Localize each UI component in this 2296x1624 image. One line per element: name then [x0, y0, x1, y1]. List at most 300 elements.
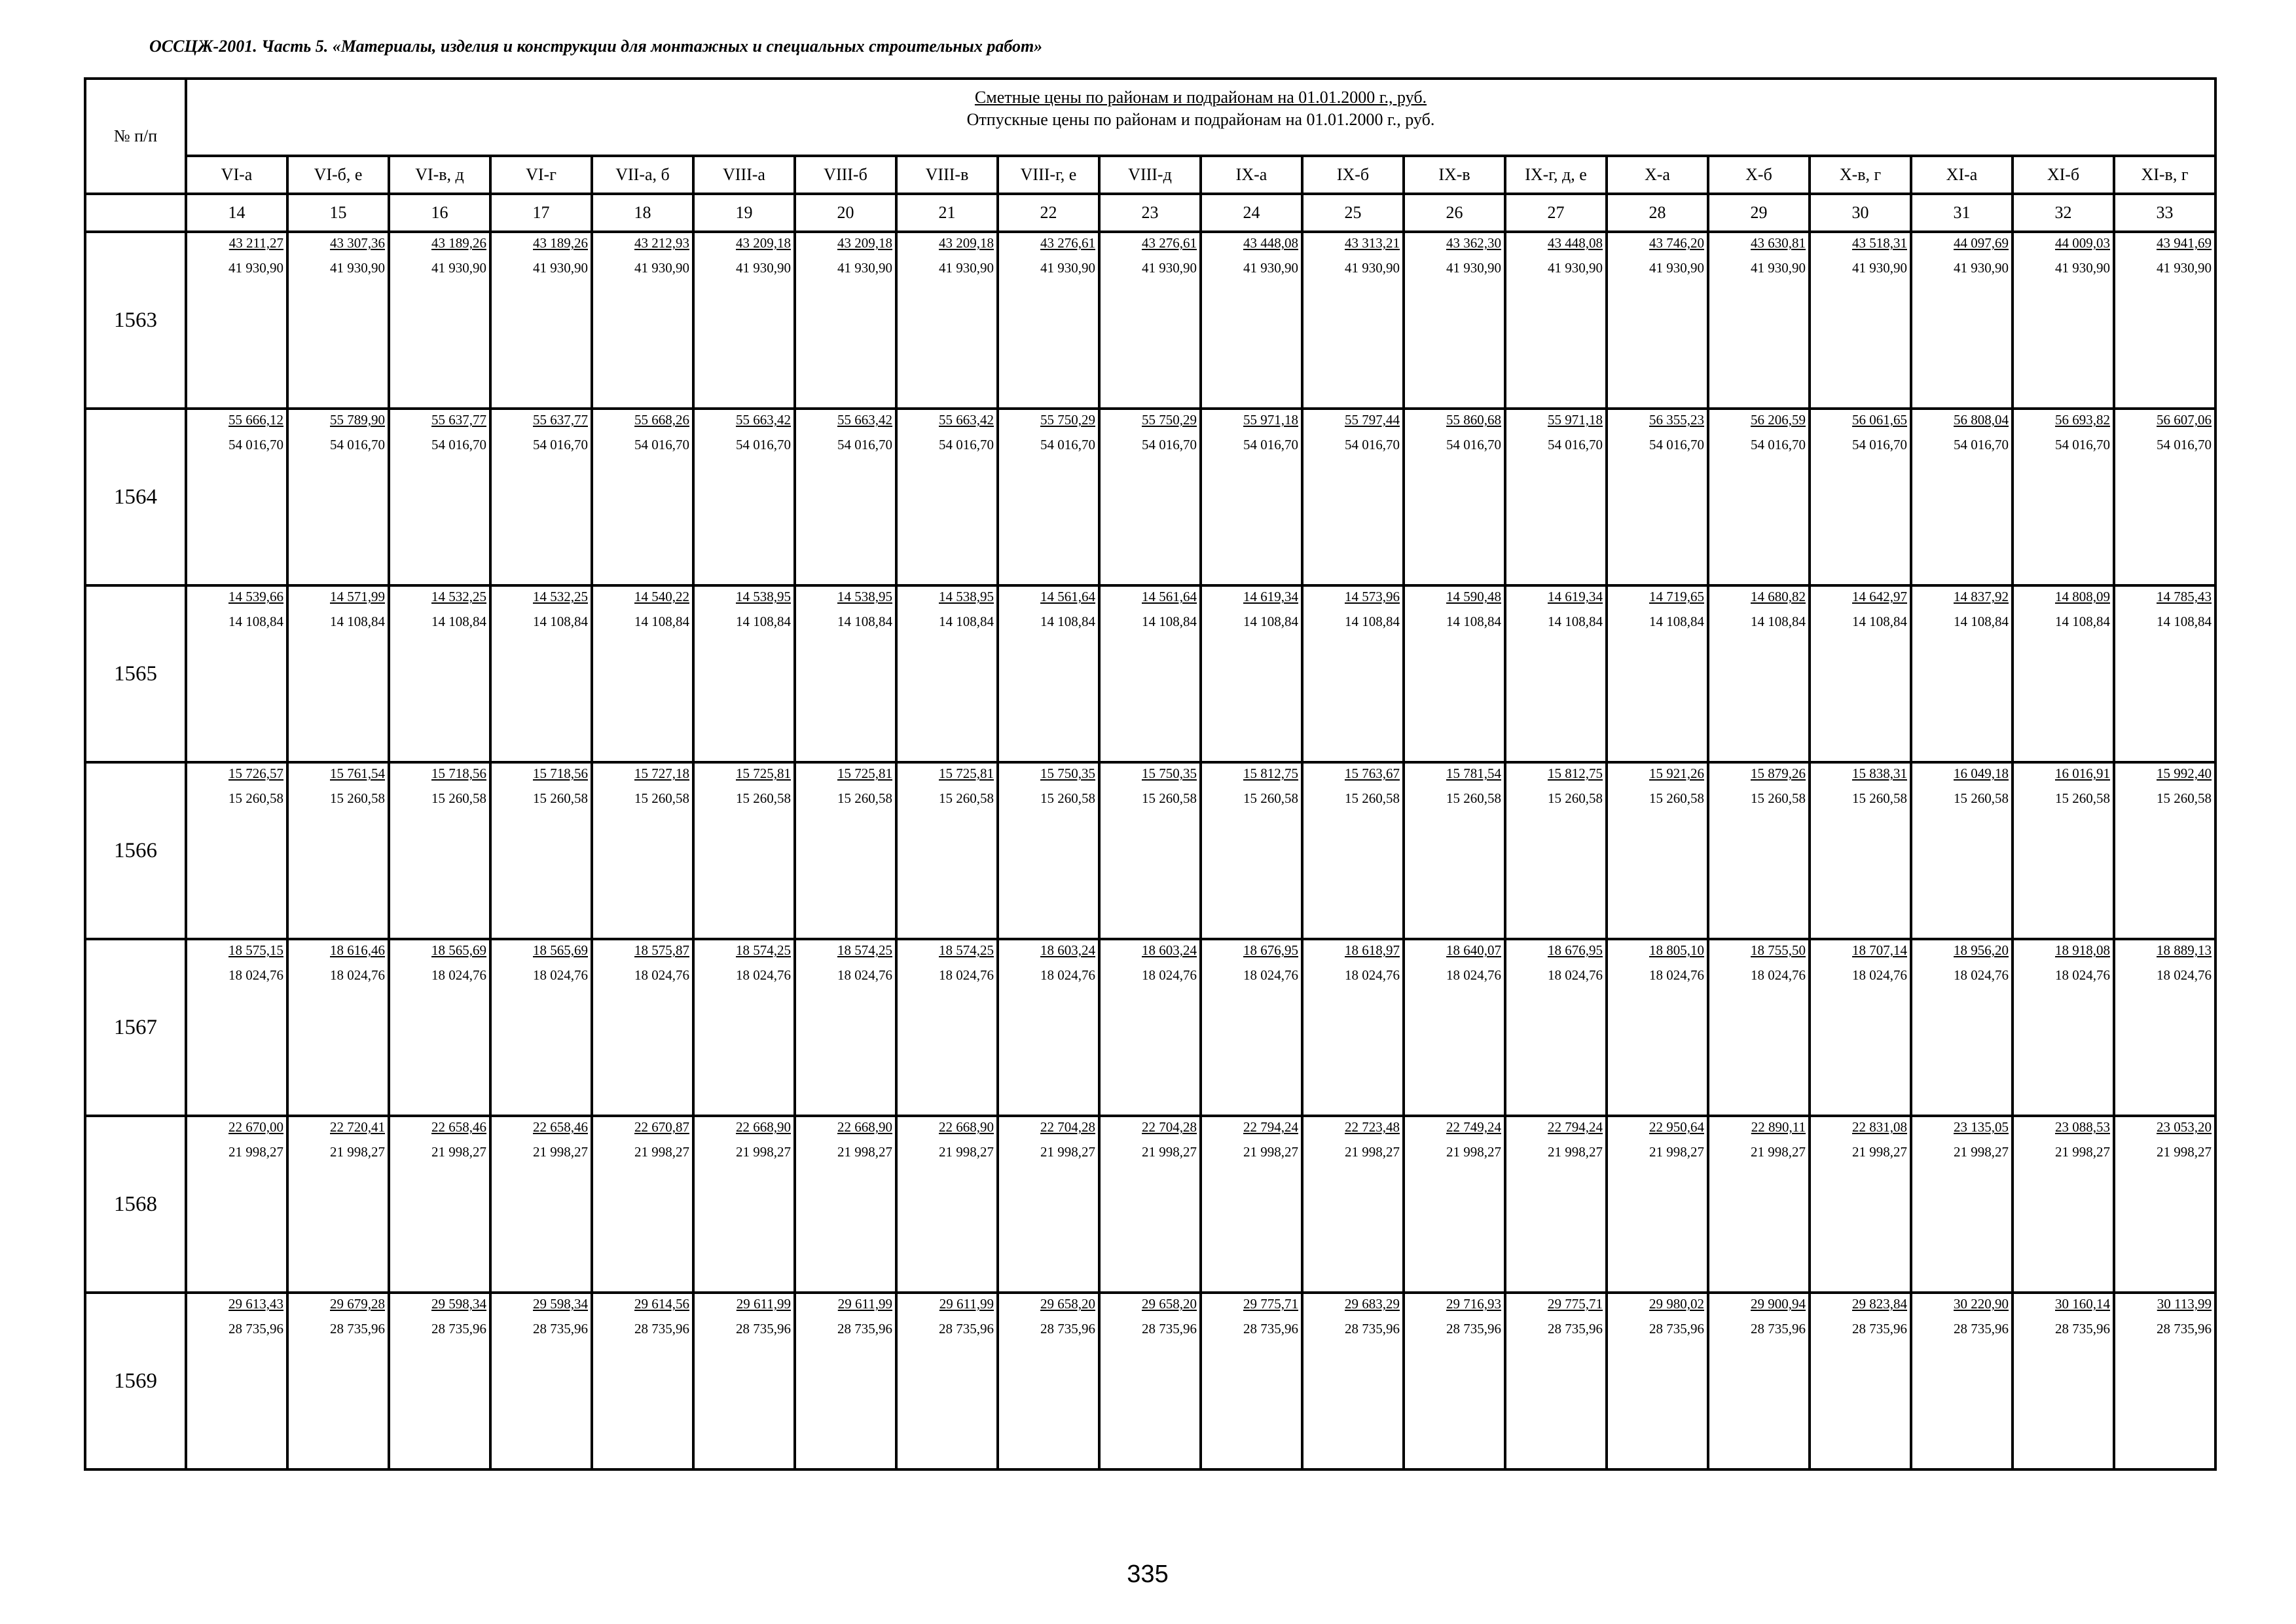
- price-cell: [896, 1293, 998, 1469]
- estimated-price: 29 611,99: [837, 1296, 892, 1312]
- estimated-price: 18 574,25: [736, 942, 791, 958]
- estimated-price: 22 890,11: [1751, 1119, 1806, 1135]
- price-cell: [1201, 585, 1302, 762]
- release-price: 54 016,70: [736, 437, 791, 452]
- price-cell: [389, 232, 490, 409]
- price-cell: [1607, 939, 1708, 1116]
- release-price: 28 735,96: [1345, 1321, 1400, 1337]
- release-price: 54 016,70: [2055, 437, 2110, 452]
- price-cell: [2013, 1293, 2114, 1469]
- price-cell: [1810, 1116, 1911, 1293]
- estimated-price: 14 532,25: [533, 589, 588, 604]
- price-cell: [389, 1116, 490, 1293]
- price-cell: [1404, 939, 1505, 1116]
- price-cell: [2114, 1293, 2215, 1469]
- release-price: 14 108,84: [939, 614, 994, 629]
- release-price: 21 998,27: [1649, 1144, 1704, 1160]
- estimated-price: 14 571,99: [330, 589, 385, 604]
- column-number: 16: [389, 194, 490, 232]
- price-cell: [1201, 232, 1302, 409]
- estimated-price: 15 921,26: [1649, 766, 1704, 781]
- estimated-price: 22 658,46: [431, 1119, 486, 1135]
- release-price: 21 998,27: [634, 1144, 689, 1160]
- column-number: 14: [186, 194, 287, 232]
- price-cell: [592, 232, 693, 409]
- table-row: [85, 232, 2215, 409]
- estimated-price: 22 668,90: [837, 1119, 892, 1135]
- column-number: 29: [1708, 194, 1810, 232]
- estimated-price: 18 618,97: [1345, 942, 1400, 958]
- estimated-price: 29 598,34: [533, 1296, 588, 1312]
- price-cell: [490, 1116, 592, 1293]
- estimated-price: 56 808,04: [1954, 412, 2009, 428]
- release-price: 21 998,27: [837, 1144, 892, 1160]
- price-cell: [795, 1293, 896, 1469]
- estimated-price: 56 607,06: [2157, 412, 2212, 428]
- table-row: [85, 585, 2215, 762]
- region-header: VI-в, д: [389, 156, 490, 194]
- estimated-price: 18 565,69: [533, 942, 588, 958]
- price-cell: [896, 1116, 998, 1293]
- price-cell: [2013, 409, 2114, 585]
- estimated-price: 18 575,87: [634, 942, 689, 958]
- release-price: 54 016,70: [330, 437, 385, 452]
- release-price: 41 930,90: [1954, 260, 2009, 276]
- release-price: 28 735,96: [431, 1321, 486, 1337]
- estimated-price: 14 680,82: [1751, 589, 1806, 604]
- column-number: 22: [998, 194, 1099, 232]
- row-number: 1566: [85, 762, 186, 939]
- estimated-price: 29 658,20: [1040, 1296, 1095, 1312]
- release-price: 14 108,84: [1446, 614, 1501, 629]
- estimated-price: 43 189,26: [431, 235, 486, 251]
- price-cell: [592, 1116, 693, 1293]
- estimated-price: 55 750,29: [1142, 412, 1197, 428]
- release-price: 14 108,84: [431, 614, 486, 629]
- table-row: [85, 1293, 2215, 1469]
- price-cell: [1911, 1293, 2013, 1469]
- table-row: [85, 939, 2215, 1116]
- price-cell: [389, 1293, 490, 1469]
- estimated-price: 55 789,90: [330, 412, 385, 428]
- release-price: 14 108,84: [634, 614, 689, 629]
- release-price: 54 016,70: [634, 437, 689, 452]
- release-price: 28 735,96: [634, 1321, 689, 1337]
- estimated-price: 43 518,31: [1852, 235, 1907, 251]
- region-header: VII-а, б: [592, 156, 693, 194]
- price-cell: [693, 1293, 795, 1469]
- price-cell: [1404, 409, 1505, 585]
- price-cell: [693, 1116, 795, 1293]
- estimated-price: 29 900,94: [1751, 1296, 1806, 1312]
- estimated-price: 14 561,64: [1142, 589, 1197, 604]
- price-cell: [490, 409, 592, 585]
- column-number: 32: [2013, 194, 2114, 232]
- estimated-price: 56 206,59: [1751, 412, 1806, 428]
- price-cell: [1099, 232, 1201, 409]
- price-cell: [1708, 232, 1810, 409]
- release-price: 14 108,84: [330, 614, 385, 629]
- release-price: 41 930,90: [1649, 260, 1704, 276]
- release-price: 14 108,84: [1345, 614, 1400, 629]
- release-price: 15 260,58: [1345, 790, 1400, 806]
- price-cell: [287, 939, 389, 1116]
- release-price: 14 108,84: [1751, 614, 1806, 629]
- price-cell: [1708, 762, 1810, 939]
- price-cell: [1302, 585, 1404, 762]
- region-header: VI-б, е: [287, 156, 389, 194]
- estimated-price: 30 113,99: [2157, 1296, 2212, 1312]
- release-price: 14 108,84: [533, 614, 588, 629]
- price-cell: [186, 409, 287, 585]
- price-cell: [1302, 1293, 1404, 1469]
- price-cell: [693, 585, 795, 762]
- estimated-price: 43 276,61: [1142, 235, 1197, 251]
- price-cell: [2013, 232, 2114, 409]
- estimated-price: 14 785,43: [2157, 589, 2212, 604]
- release-price: 15 260,58: [634, 790, 689, 806]
- price-cell: [592, 585, 693, 762]
- estimated-price: 29 716,93: [1446, 1296, 1501, 1312]
- release-price: 28 735,96: [1548, 1321, 1603, 1337]
- release-price: 18 024,76: [330, 967, 385, 983]
- table-row: [85, 1116, 2215, 1293]
- price-cell: [795, 409, 896, 585]
- price-cell: [2114, 1116, 2215, 1293]
- region-header: IX-г, д, е: [1505, 156, 1607, 194]
- estimated-price: 55 663,42: [736, 412, 791, 428]
- release-price: 14 108,84: [736, 614, 791, 629]
- price-cell: [1911, 762, 2013, 939]
- price-cell: [2114, 409, 2215, 585]
- release-price: 15 260,58: [1649, 790, 1704, 806]
- price-cell: [1302, 232, 1404, 409]
- release-price: 54 016,70: [2157, 437, 2212, 452]
- release-price: 15 260,58: [533, 790, 588, 806]
- release-price: 15 260,58: [939, 790, 994, 806]
- price-cell: [1810, 1293, 1911, 1469]
- estimated-price: 14 619,34: [1548, 589, 1603, 604]
- estimated-price: 55 663,42: [837, 412, 892, 428]
- region-header: VIII-в: [896, 156, 998, 194]
- release-price: 15 260,58: [1954, 790, 2009, 806]
- column-number: 19: [693, 194, 795, 232]
- release-price: 54 016,70: [1852, 437, 1907, 452]
- release-price: 18 024,76: [634, 967, 689, 983]
- estimated-price: 29 613,43: [228, 1296, 283, 1312]
- release-price: 15 260,58: [1243, 790, 1298, 806]
- release-price: 15 260,58: [2055, 790, 2110, 806]
- release-price: 28 735,96: [1446, 1321, 1501, 1337]
- estimated-price: 14 642,97: [1852, 589, 1907, 604]
- price-cell: [1505, 232, 1607, 409]
- estimated-price: 43 212,93: [634, 235, 689, 251]
- release-price: 18 024,76: [1954, 967, 2009, 983]
- price-cell: [287, 1116, 389, 1293]
- price-cell: [998, 1293, 1099, 1469]
- estimated-price: 56 355,23: [1649, 412, 1704, 428]
- column-number: 33: [2114, 194, 2215, 232]
- estimated-price: 43 209,18: [736, 235, 791, 251]
- price-cell: [1607, 409, 1708, 585]
- price-cell: [1099, 1116, 1201, 1293]
- estimated-price: 43 630,81: [1751, 235, 1806, 251]
- price-titles: [186, 79, 2215, 156]
- price-cell: [186, 939, 287, 1116]
- estimated-price: 14 540,22: [634, 589, 689, 604]
- release-price: 41 930,90: [1345, 260, 1400, 276]
- release-price: 14 108,84: [1243, 614, 1298, 629]
- price-table: [84, 77, 2217, 1471]
- estimated-price: 15 726,57: [228, 766, 283, 781]
- release-price: 18 024,76: [228, 967, 283, 983]
- estimated-price: 18 640,07: [1446, 942, 1501, 958]
- price-cell: [795, 585, 896, 762]
- release-price: 18 024,76: [1751, 967, 1806, 983]
- estimated-price: 15 727,18: [634, 766, 689, 781]
- estimated-price: 22 831,08: [1852, 1119, 1907, 1135]
- estimated-price: 43 189,26: [533, 235, 588, 251]
- row-number: 1567: [85, 939, 186, 1116]
- price-cell: [186, 1293, 287, 1469]
- release-price: 54 016,70: [533, 437, 588, 452]
- release-price: 28 735,96: [939, 1321, 994, 1337]
- row-number: 1568: [85, 1116, 186, 1293]
- column-number: 21: [896, 194, 998, 232]
- estimated-price: 18 918,08: [2055, 942, 2110, 958]
- price-cell: [592, 762, 693, 939]
- estimated-price: 43 746,20: [1649, 235, 1704, 251]
- column-number: 31: [1911, 194, 2013, 232]
- price-cell: [1810, 939, 1911, 1116]
- estimated-price: 22 668,90: [736, 1119, 791, 1135]
- release-price: 41 930,90: [1446, 260, 1501, 276]
- release-price: 18 024,76: [1649, 967, 1704, 983]
- estimated-price: 43 313,21: [1345, 235, 1400, 251]
- estimated-price: 29 658,20: [1142, 1296, 1197, 1312]
- release-price: 18 024,76: [939, 967, 994, 983]
- estimated-price: 18 574,25: [837, 942, 892, 958]
- estimated-price: 22 950,64: [1649, 1119, 1704, 1135]
- estimated-price: 23 088,53: [2055, 1119, 2110, 1135]
- release-price: 41 930,90: [2055, 260, 2110, 276]
- estimated-price: 15 763,67: [1345, 766, 1400, 781]
- price-cell: [287, 1293, 389, 1469]
- release-price: 28 735,96: [1852, 1321, 1907, 1337]
- estimated-price: 22 704,28: [1142, 1119, 1197, 1135]
- estimated-price: 22 794,24: [1243, 1119, 1298, 1135]
- estimated-price: 55 971,18: [1243, 412, 1298, 428]
- release-price: 41 930,90: [533, 260, 588, 276]
- release-price: 15 260,58: [2157, 790, 2212, 806]
- release-price: 41 930,90: [1548, 260, 1603, 276]
- estimated-price: 55 860,68: [1446, 412, 1501, 428]
- estimated-price: 18 603,24: [1142, 942, 1197, 958]
- estimated-price: 15 750,35: [1040, 766, 1095, 781]
- estimated-price: 15 812,75: [1243, 766, 1298, 781]
- release-price: 21 998,27: [431, 1144, 486, 1160]
- region-header: VIII-б: [795, 156, 896, 194]
- price-cell: [998, 762, 1099, 939]
- release-price: 54 016,70: [1751, 437, 1806, 452]
- release-price: 15 260,58: [330, 790, 385, 806]
- price-cell: [1099, 1293, 1201, 1469]
- price-cell: [1911, 585, 2013, 762]
- release-price: 21 998,27: [1040, 1144, 1095, 1160]
- release-price: 41 930,90: [1243, 260, 1298, 276]
- column-number: 27: [1505, 194, 1607, 232]
- release-price: 18 024,76: [736, 967, 791, 983]
- estimated-price: 43 276,61: [1040, 235, 1095, 251]
- estimated-price: 55 637,77: [431, 412, 486, 428]
- estimated-price: 43 307,36: [330, 235, 385, 251]
- estimated-prices-title: Сметные цены по районам и подрайонам на 01.01.2000 г., руб.: [974, 88, 1427, 107]
- region-header: X-а: [1607, 156, 1708, 194]
- release-price: 18 024,76: [1345, 967, 1400, 983]
- estimated-price: 16 016,91: [2055, 766, 2110, 781]
- price-cell: [1911, 409, 2013, 585]
- region-header: VIII-а: [693, 156, 795, 194]
- estimated-price: 15 725,81: [939, 766, 994, 781]
- column-header-number: № п/п: [85, 79, 186, 194]
- release-price: 18 024,76: [1446, 967, 1501, 983]
- release-price: 21 998,27: [533, 1144, 588, 1160]
- price-cell: [1505, 1293, 1607, 1469]
- release-price: 54 016,70: [1040, 437, 1095, 452]
- estimated-price: 18 616,46: [330, 942, 385, 958]
- release-price: 21 998,27: [2157, 1144, 2212, 1160]
- estimated-price: 23 053,20: [2157, 1119, 2212, 1135]
- price-cell: [1911, 1116, 2013, 1293]
- region-header: X-б: [1708, 156, 1810, 194]
- estimated-price: 14 837,92: [1954, 589, 2009, 604]
- price-cell: [896, 762, 998, 939]
- price-cell: [287, 585, 389, 762]
- price-cell: [1708, 1116, 1810, 1293]
- estimated-price: 29 611,99: [939, 1296, 994, 1312]
- price-cell: [1810, 762, 1911, 939]
- price-cell: [186, 232, 287, 409]
- column-number: 28: [1607, 194, 1708, 232]
- row-number: 1565: [85, 585, 186, 762]
- release-price: 18 024,76: [2055, 967, 2110, 983]
- price-cell: [1810, 232, 1911, 409]
- price-cell: [795, 232, 896, 409]
- estimated-price: 29 614,56: [634, 1296, 689, 1312]
- region-header: VI-г: [490, 156, 592, 194]
- price-cell: [795, 939, 896, 1116]
- price-cell: [1607, 1116, 1708, 1293]
- estimated-price: 14 538,95: [837, 589, 892, 604]
- release-price: 21 998,27: [1751, 1144, 1806, 1160]
- release-price: 21 998,27: [1548, 1144, 1603, 1160]
- column-number-blank: [85, 194, 186, 232]
- price-cell: [1911, 232, 2013, 409]
- price-cell: [795, 1116, 896, 1293]
- column-number: 30: [1810, 194, 1911, 232]
- estimated-price: 18 565,69: [431, 942, 486, 958]
- release-price: 14 108,84: [1954, 614, 2009, 629]
- release-price: 15 260,58: [1446, 790, 1501, 806]
- estimated-price: 23 135,05: [1954, 1119, 2009, 1135]
- estimated-price: 43 211,27: [228, 235, 283, 251]
- price-cell: [592, 1293, 693, 1469]
- region-header: XI-в, г: [2114, 156, 2215, 194]
- price-cell: [896, 232, 998, 409]
- release-price: 41 930,90: [2157, 260, 2212, 276]
- estimated-price: 44 009,03: [2055, 235, 2110, 251]
- release-price: 21 998,27: [1954, 1144, 2009, 1160]
- price-cell: [490, 232, 592, 409]
- release-price: 15 260,58: [736, 790, 791, 806]
- price-cell: [1404, 1116, 1505, 1293]
- release-price: 54 016,70: [1345, 437, 1400, 452]
- estimated-price: 43 209,18: [837, 235, 892, 251]
- price-cell: [186, 762, 287, 939]
- estimated-price: 15 725,81: [736, 766, 791, 781]
- estimated-price: 55 668,26: [634, 412, 689, 428]
- release-price: 54 016,70: [1548, 437, 1603, 452]
- estimated-price: 29 775,71: [1243, 1296, 1298, 1312]
- release-price: 21 998,27: [1243, 1144, 1298, 1160]
- price-cell: [2013, 1116, 2114, 1293]
- estimated-price: 16 049,18: [1954, 766, 2009, 781]
- region-header: VI-а: [186, 156, 287, 194]
- price-cell: [896, 585, 998, 762]
- release-price: 28 735,96: [837, 1321, 892, 1337]
- release-price: 54 016,70: [1142, 437, 1197, 452]
- price-cell: [1404, 1293, 1505, 1469]
- price-cell: [693, 232, 795, 409]
- region-header: IX-б: [1302, 156, 1404, 194]
- release-price: 28 735,96: [2055, 1321, 2110, 1337]
- estimated-price: 18 603,24: [1040, 942, 1095, 958]
- header-row-regions: [85, 156, 2215, 194]
- estimated-price: 29 775,71: [1548, 1296, 1603, 1312]
- release-price: 21 998,27: [1142, 1144, 1197, 1160]
- estimated-price: 43 448,08: [1548, 235, 1603, 251]
- estimated-price: 43 448,08: [1243, 235, 1298, 251]
- price-cell: [1708, 939, 1810, 1116]
- row-number: 1569: [85, 1293, 186, 1469]
- row-number: 1564: [85, 409, 186, 585]
- estimated-price: 18 676,95: [1243, 942, 1298, 958]
- estimated-price: 22 704,28: [1040, 1119, 1095, 1135]
- release-price: 21 998,27: [330, 1144, 385, 1160]
- price-cell: [1099, 409, 1201, 585]
- column-number: 25: [1302, 194, 1404, 232]
- price-cell: [490, 1293, 592, 1469]
- price-cell: [998, 232, 1099, 409]
- release-price: 28 735,96: [1954, 1321, 2009, 1337]
- estimated-price: 18 575,15: [228, 942, 283, 958]
- estimated-price: 55 971,18: [1548, 412, 1603, 428]
- estimated-price: 18 805,10: [1649, 942, 1704, 958]
- estimated-price: 15 812,75: [1548, 766, 1603, 781]
- price-cell: [1201, 762, 1302, 939]
- release-price: 41 930,90: [431, 260, 486, 276]
- release-price: 15 260,58: [431, 790, 486, 806]
- release-price: 28 735,96: [1751, 1321, 1806, 1337]
- release-price: 41 930,90: [939, 260, 994, 276]
- release-price: 41 930,90: [634, 260, 689, 276]
- estimated-price: 15 750,35: [1142, 766, 1197, 781]
- estimated-price: 22 670,87: [634, 1119, 689, 1135]
- price-cell: [693, 409, 795, 585]
- estimated-price: 14 573,96: [1345, 589, 1400, 604]
- price-cell: [389, 762, 490, 939]
- price-cell: [1201, 939, 1302, 1116]
